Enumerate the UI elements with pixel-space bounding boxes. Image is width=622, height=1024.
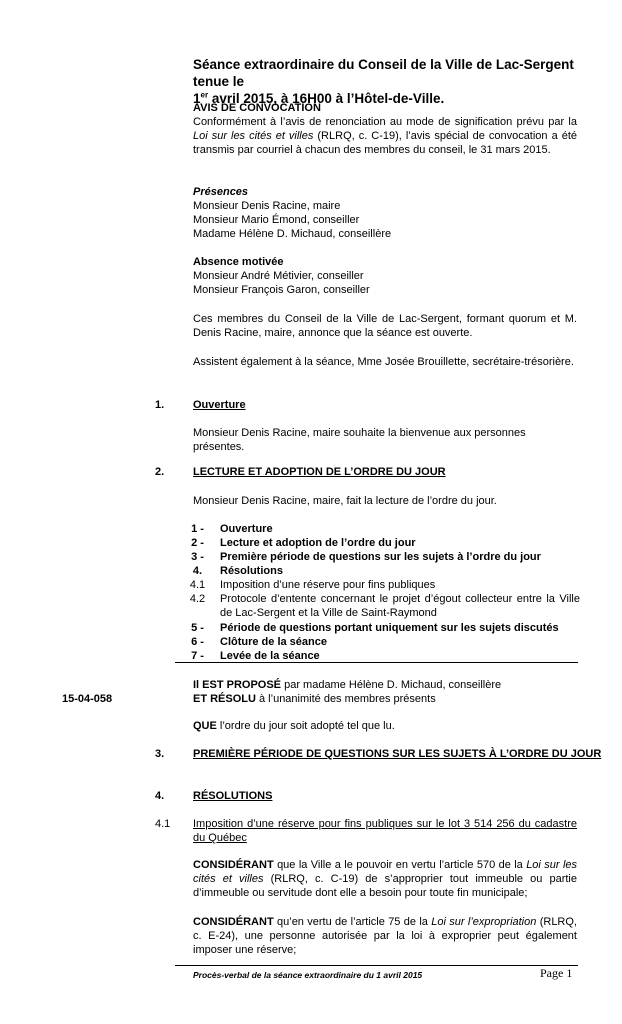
assistent-text: Assistent également à la séance, Mme Josée Brouillette, secrétaire-trésorière. bbox=[193, 356, 574, 368]
title-line1: Séance extraordinaire du Conseil de la Ville de Lac-Sergent tenue le bbox=[193, 57, 574, 89]
agenda-item-label: Résolutions bbox=[220, 565, 283, 577]
absence-heading: Absence motivée bbox=[193, 256, 284, 268]
agenda-item-label: Clôture de la séance bbox=[220, 636, 327, 648]
agenda-item-label: Ouverture bbox=[220, 523, 273, 535]
agenda-item-number: 4.2 bbox=[189, 593, 206, 605]
que-line: QUE l’ordre du jour soit adopté tel que lu. bbox=[193, 720, 395, 732]
page-title: Séance extraordinaire du Conseil de la Ville de Lac-Sergent tenue le 1er avril 2015, à 16H00 à l’Hôtel-de-Ville. bbox=[193, 57, 574, 106]
agenda-item-label: Période de questions portant uniquement sur les sujets discutés bbox=[220, 622, 559, 634]
footer-text: Procès-verbal de la séance extraordinaire du 1 avril 2015 bbox=[193, 970, 423, 980]
agenda-item-number: 3 - bbox=[191, 551, 204, 563]
avis-text: Conformément à l’avis de renonciation au mode de signification prévu par la Loi sur les cités et villes (RLRQ, c. C-19), l’avis spécial de convocation a été transmis par courriel à chacun des membres du conseil, le 31 mars 2015. bbox=[193, 116, 577, 156]
propose-line: Il EST PROPOSÉ par madame Hélène D. Michaud, conseillère bbox=[193, 679, 502, 691]
agenda-item bbox=[175, 621, 580, 635]
agenda-item bbox=[175, 522, 580, 536]
avis-heading: AVIS DE CONVOCATION bbox=[193, 102, 321, 114]
section4-heading: RÉSOLUTIONS bbox=[193, 790, 273, 802]
page-number: Page 1 bbox=[540, 966, 573, 980]
agenda-item bbox=[175, 536, 580, 550]
section3-heading: PREMIÈRE PÉRIODE DE QUESTIONS SUR LES SUJETS À L’ORDRE DU JOUR bbox=[193, 748, 602, 760]
divider bbox=[175, 662, 578, 663]
section2-number: 2. bbox=[155, 466, 165, 478]
section2-heading: LECTURE ET ADOPTION DE L’ORDRE DU JOUR bbox=[193, 466, 446, 478]
quorum-text: Ces membres du Conseil de la Ville de Lac-Sergent, formant quorum et M. Denis Racine, maire, annonce que la séance est ouverte. bbox=[193, 313, 577, 339]
resolu-line: ET RÉSOLU à l’unanimité des membres présents bbox=[193, 693, 436, 705]
agenda-item-number: 4.1 bbox=[189, 579, 206, 591]
resolution-number: 15-04-058 bbox=[62, 693, 113, 705]
agenda-item bbox=[175, 578, 580, 592]
considerant-1: CONSIDÉRANT que la Ville a le pouvoir en vertu l’article 570 de la Loi sur les cités et villes (RLRQ, c. C-19) de s’approprier tout immeuble ou partie d’immeuble ou servitude dont elle a besoin pour toute fin municipale; bbox=[193, 859, 578, 899]
footer-divider bbox=[175, 965, 578, 966]
absence-item: Monsieur François Garon, conseiller bbox=[193, 284, 370, 296]
agenda-item-label: Levée de la séance bbox=[220, 650, 320, 662]
section4-1-heading: Imposition d’une réserve pour fins publiques sur le lot 3 514 256 du cadastre du Québec bbox=[193, 818, 577, 844]
presence-item: Monsieur Denis Racine, maire bbox=[193, 200, 341, 212]
agenda-item-number: 4. bbox=[192, 565, 203, 577]
agenda-item bbox=[175, 564, 580, 578]
considerant-2: CONSIDÉRANT qu’en vertu de l’article 75 de la Loi sur l’expropriation (RLRQ, c. E-24), une personne autorisée par la loi à exproprier peut également imposer une réserve; bbox=[193, 916, 577, 956]
agenda-item-number: 5 - bbox=[191, 622, 204, 634]
agenda-item-number: 1 - bbox=[191, 523, 204, 535]
absence-item: Monsieur André Métivier, conseiller bbox=[193, 270, 364, 282]
section3-number: 3. bbox=[155, 748, 165, 760]
agenda-item bbox=[175, 550, 580, 564]
agenda-item-number: 6 - bbox=[191, 636, 204, 648]
section4-number: 4. bbox=[155, 790, 165, 802]
section1-heading: Ouverture bbox=[193, 399, 246, 411]
agenda-item bbox=[175, 635, 580, 649]
presence-item: Madame Hélène D. Michaud, conseillère bbox=[193, 228, 392, 240]
section1-text: Monsieur Denis Racine, maire souhaite la bienvenue aux personnes présentes. bbox=[193, 427, 526, 453]
presence-item: Monsieur Mario Émond, conseiller bbox=[193, 214, 360, 226]
agenda-item-label: Première période de questions sur les sujets à l’ordre du jour bbox=[220, 551, 541, 563]
agenda-item-label: Protocole d’entente concernant le projet d’égout collecteur entre la Ville de Lac-Sergent et la Ville de Saint-Raymond bbox=[220, 593, 580, 619]
agenda-item-number: 2 - bbox=[191, 537, 204, 549]
absence-list bbox=[193, 269, 577, 297]
section1-number: 1. bbox=[155, 399, 165, 411]
presences-heading: Présences bbox=[193, 186, 249, 198]
agenda-item-label: Lecture et adoption de l’ordre du jour bbox=[220, 537, 416, 549]
agenda-item-number: 7 - bbox=[191, 650, 204, 662]
agenda-item bbox=[175, 592, 580, 620]
agenda-item bbox=[175, 649, 580, 663]
section2-text: Monsieur Denis Racine, maire, fait la lecture de l’ordre du jour. bbox=[193, 495, 497, 507]
agenda-item-label: Imposition d’une réserve pour fins publiques bbox=[220, 579, 436, 591]
presences-list bbox=[193, 199, 577, 241]
section4-1-number: 4.1 bbox=[155, 818, 171, 830]
